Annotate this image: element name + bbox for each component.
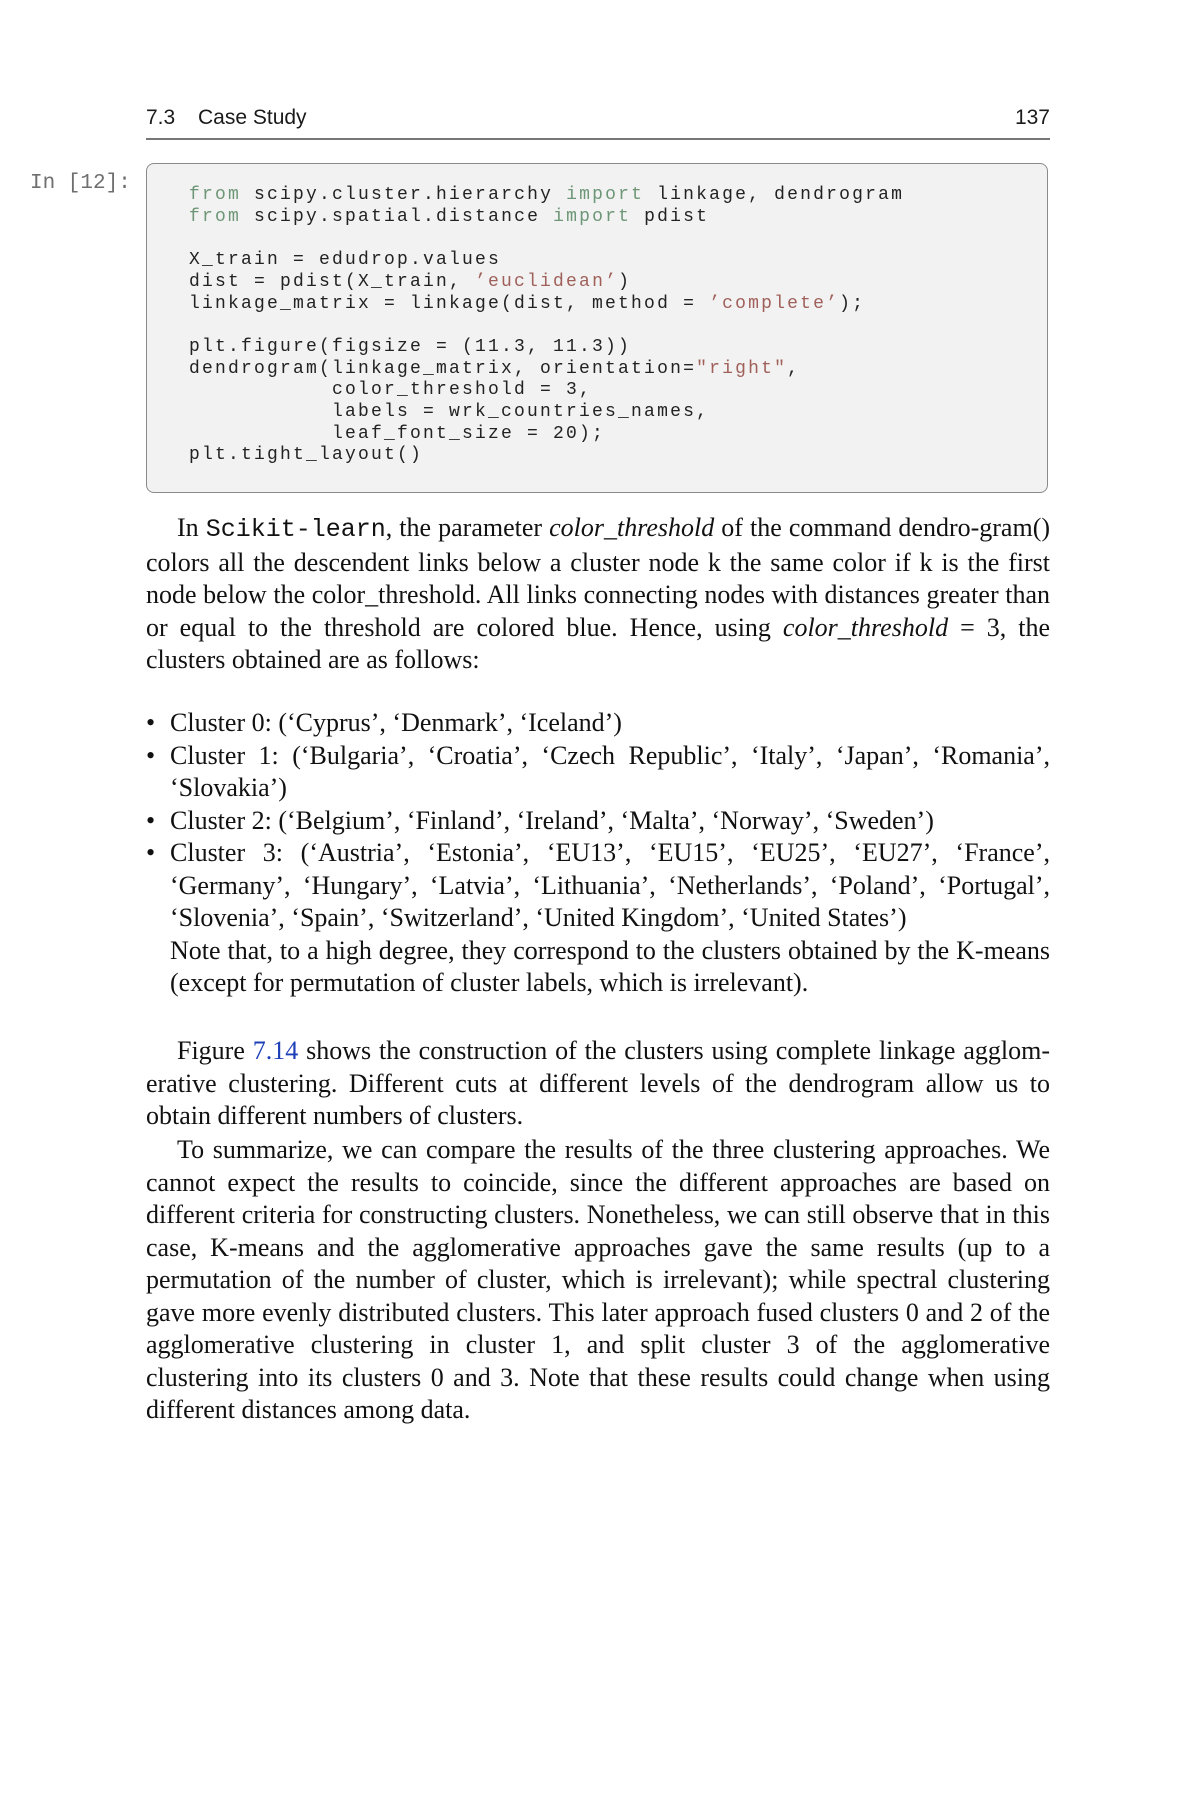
text-run: = 3, the clusters obtained are as follows:	[146, 612, 1050, 674]
list-item	[146, 805, 1050, 838]
code-line: dist = pdist(X_train,	[189, 271, 476, 292]
emphasis-term: color_threshold	[782, 612, 949, 642]
text-run: Figure	[177, 1036, 253, 1065]
cluster-text: Cluster 2: (‘Belgium’, ‘Finland’, ‘Ireland’, ‘Malta’, ‘Norway’, ‘Sweden’)	[170, 805, 934, 835]
string-literal: "right"	[696, 358, 788, 379]
text-run: In	[177, 513, 206, 542]
code-line: X_train = edudrop.values	[189, 250, 502, 271]
string-literal: ’complete’	[709, 293, 840, 314]
inline-code-term: Scikit-learn	[205, 515, 386, 544]
keyword-import: import	[553, 206, 632, 227]
code-line-end: ,	[787, 358, 801, 379]
emphasis-term: color_threshold	[549, 513, 715, 542]
imported-names: linkage, dendrogram	[657, 185, 905, 205]
keyword-from: from	[189, 206, 242, 227]
paragraph-summary	[146, 1134, 1050, 1427]
paragraph-figure-ref	[146, 1035, 1050, 1133]
section-number: 7.3	[146, 106, 176, 129]
list-item	[146, 837, 1050, 1000]
summary-text: To summarize, we can compare the results of the three clustering approaches. We cannot expect the results to coincide, since the different approaches are based on different criteria for constructing clusters. Nonetheless, we can still observe that in this case, K-means and the agglomerative approaches gave the same results (up to a permutation of the number of cluster, which is irrelevant); while spectral clustering gave more evenly distributed clusters. This later approach fused clusters 0 and 2 of the agglomerative clustering in cluster 1, and split cluster 3 of the agglomerative clustering into its clusters 0 and 3. Note that these results could change when using different distances among data.	[146, 1135, 1050, 1424]
text-run: of the command dendro-gram() colors all the descendent links below a cluster node k the same color if k is the first node below the color_threshold. All links connecting nodes with distances greater than or equal to the threshold are colored blue. Hence, using	[146, 513, 1051, 642]
paragraph-color-threshold	[146, 512, 1050, 677]
bullet-icon: •	[146, 838, 156, 867]
imported-names: pdist	[644, 206, 710, 227]
code-line: leaf_font_size = 20);	[189, 423, 606, 444]
list-item	[146, 707, 1050, 740]
cell-prompt: In [12]:	[30, 172, 131, 195]
module-name: scipy.cluster.hierarchy	[254, 185, 554, 205]
cluster-list	[146, 707, 1050, 1000]
section-title: Case Study	[198, 106, 307, 129]
code-line: labels = wrk_countries_names,	[189, 402, 710, 423]
cluster-text: Cluster 1: (‘Bulgaria’, ‘Croatia’, ‘Czech Republic’, ‘Italy’, ‘Japan’, ‘Romania’, ‘Slovakia’)	[170, 740, 1050, 802]
module-name: scipy.spatial.distance	[254, 206, 541, 227]
bullet-icon: •	[146, 740, 156, 770]
figure-link[interactable]: 7.14	[252, 1036, 299, 1065]
text-run: shows the construction of the clusters using complete linkage agglom-erative clustering. Different cuts at different levels of the dendrogram allow us to obtain different numbers of clusters.	[146, 1036, 1050, 1130]
code-line-end: )	[618, 271, 632, 292]
string-literal: ’euclidean’	[475, 271, 619, 292]
code-line: color_threshold = 3,	[189, 380, 593, 401]
cluster-text: Cluster 3: (‘Austria’, ‘Estonia’, ‘EU13’, ‘EU15’, ‘EU25’, ‘EU27’, ‘France’, ‘Germany’, ‘Hungary’, ‘Latvia’, ‘Lithuania’, ‘Netherlands’, ‘Poland’, ‘Portugal’, ‘Slovenia’, ‘Spain’, ‘Switzerland’, ‘United Kingdom’, ‘United States’)	[170, 838, 1050, 932]
code-cell	[146, 163, 1048, 493]
code-listing	[189, 185, 904, 467]
code-line: plt.figure(figsize = (11.3, 11.3))	[189, 336, 632, 357]
page-number: 137	[1014, 106, 1050, 129]
code-line: plt.tight_layout()	[189, 445, 424, 466]
bullet-icon: •	[146, 708, 156, 737]
running-header	[146, 104, 1050, 140]
cluster-note: Note that, to a high degree, they correspond to the clusters obtained by the K-means (except for permutation of cluster labels, which is irrelevant).	[170, 935, 1050, 997]
text-run: , the parameter	[385, 513, 550, 542]
keyword-import: import	[566, 185, 645, 205]
keyword-from: from	[189, 185, 242, 205]
list-item	[146, 740, 1050, 805]
code-line: dendrogram(linkage_matrix, orientation=	[189, 358, 697, 379]
bullet-icon: •	[146, 805, 156, 835]
code-line: linkage_matrix = linkage(dist, method =	[189, 293, 710, 314]
code-line-end: );	[839, 293, 866, 314]
cluster-text: Cluster 0: (‘Cyprus’, ‘Denmark’, ‘Iceland’)	[170, 708, 622, 737]
